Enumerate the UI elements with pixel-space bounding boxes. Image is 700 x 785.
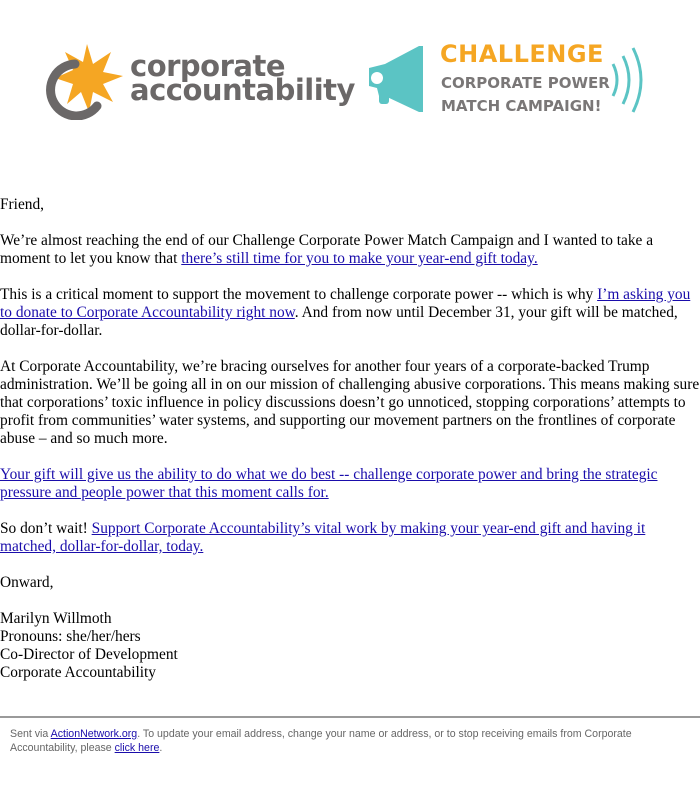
dont-wait-text: So don’t wait! (0, 520, 92, 537)
paragraph-intro-text: We’re almost reaching the end of our Challenge Corporate Power Match Campaign and I wanted to take a moment to let you know that (0, 232, 654, 267)
signature (0, 610, 700, 682)
actionnetwork-link[interactable]: ActionNetwork.org (50, 728, 138, 740)
signature-title: Co-Director of Development (0, 646, 178, 663)
signature-name: Marilyn Willmoth (0, 610, 112, 627)
paragraph-intro (0, 232, 700, 268)
paragraph-critical-moment (0, 286, 700, 340)
paragraph-mission: At Corporate Accountability, we’re bracing ourselves for another four years of a corporate-backed Trump administration. We’ll be going all in on our mission of challenging abusive corporations. This means making sure that corporations’ toxic influence in policy discussions doesn’t go unnoticed, stopping corporations’ attempts to profit from communities’ water systems, and supporting our movement partners on the frontlines of corporate abuse – and so much more. (0, 358, 700, 447)
paragraph-critical-tail: . And from now until December 31, your gift will be matched, dollar-for-dollar. (0, 304, 678, 339)
footer-divider (0, 716, 700, 718)
email-footer (10, 727, 670, 755)
support-work-link[interactable]: Support Corporate Accountability’s vital work by making your year-end gift and having it matched, dollar-for-dollar, today. (0, 520, 646, 555)
campaign-title: CHALLENGE (440, 40, 604, 68)
corporate-accountability-logo (45, 40, 355, 120)
campaign-subtitle-line2: MATCH CAMPAIGN! (441, 97, 602, 115)
footer-middle: . To update your email address, change your name or address, or to stop receiving emails from Corporate Accountability, please (10, 728, 632, 754)
email-header (0, 0, 700, 160)
year-end-gift-link[interactable]: there’s still time for you to make your year-end gift today. (181, 250, 538, 267)
email-body (0, 196, 700, 682)
sunburst-c-icon (45, 40, 125, 120)
footer-suffix: . (159, 742, 163, 754)
greeting: Friend, (0, 196, 45, 213)
closing: Onward, (0, 574, 54, 591)
donate-now-link[interactable]: I’m asking you to donate to Corporate Accountability right now (0, 286, 691, 321)
paragraph-dont-wait (0, 520, 700, 556)
signature-pronouns: Pronouns: she/her/hers (0, 628, 141, 645)
signature-org: Corporate Accountability (0, 664, 157, 681)
footer-prefix: Sent via (10, 728, 51, 740)
logo-word-accountability: accountability (130, 73, 355, 107)
unsubscribe-link[interactable]: click here (114, 742, 160, 754)
paragraph-gift (0, 466, 700, 502)
gift-ability-link[interactable]: Your gift will give us the ability to do what we do best -- challenge corporate power and bring the strategic pressure and people power that this moment calls for. (0, 466, 658, 501)
campaign-subtitle-line1: CORPORATE POWER (441, 74, 610, 92)
paragraph-critical-text: This is a critical moment to support the movement to challenge corporate power -- which is why (0, 286, 598, 303)
challenge-campaign-logo (365, 40, 665, 120)
logo-word-corporate: corporate (130, 49, 285, 83)
